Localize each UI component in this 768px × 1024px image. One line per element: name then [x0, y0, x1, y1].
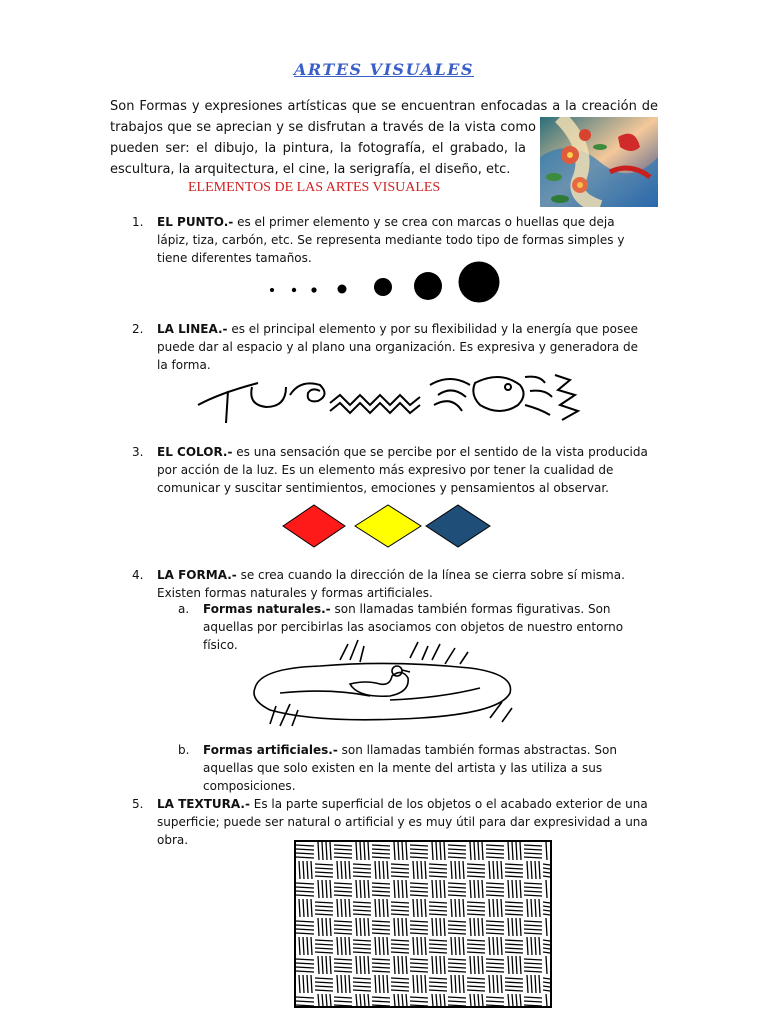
duck-pond-illustration [240, 638, 530, 734]
intro-line: Son Formas y expresiones artísticas que se encuentran enfocadas a la creación de [110, 99, 658, 114]
intro-line: escultura, la arquitectura, el cine, la serigrafía, el diseño, etc. [110, 162, 511, 177]
item-text: se crea cuando la dirección de la línea se cierra sobre sí misma. Existen formas naturales y formas artificiales. [157, 568, 625, 600]
sub-item-artificiales [178, 741, 648, 795]
item-term: EL PUNTO.- [157, 215, 234, 229]
item-term: LA FORMA.- [157, 568, 237, 582]
dots-illustration [265, 260, 505, 305]
artwork-image [540, 117, 658, 207]
sub-item-term: Formas naturales.- [203, 602, 331, 616]
sub-item-letter: b. [178, 743, 190, 757]
list-item-forma [132, 566, 650, 602]
item-text: es el primer elemento y se crea con marcas o huellas que deja lápiz, tiza, carbón, etc. Se representa mediante todo tipo de formas simples y tiene diferentes tamaños. [157, 215, 625, 265]
list-item-color [132, 443, 650, 497]
item-number: 5. [132, 797, 144, 811]
item-term: LA TEXTURA.- [157, 797, 250, 811]
section-subtitle: ELEMENTOS DE LAS ARTES VISUALES [188, 180, 441, 195]
item-number: 1. [132, 215, 144, 229]
item-number: 4. [132, 568, 144, 582]
sub-item-text: son llamadas también formas abstractas. Son aquellas que solo existen en la mente del artista y las utiliza a sus composiciones. [203, 743, 617, 793]
item-term: EL COLOR.- [157, 445, 233, 459]
list-item-punto [132, 213, 642, 267]
item-text: Es la parte superficial de los objetos o el acabado exterior de una superficie; puede ser natural o artificial y es muy útil para dar expresividad a una obra. [157, 797, 648, 847]
lines-illustration [190, 365, 590, 430]
sub-item-term: Formas artificiales.- [203, 743, 338, 757]
page-title: ARTES VISUALES [294, 60, 474, 79]
item-number: 2. [132, 322, 144, 336]
item-text: es el principal elemento y por su flexibilidad y la energía que posee puede dar al espacio y al plano una organización. Es expresiva y generadora de la forma. [157, 322, 639, 372]
item-term: LA LINEA.- [157, 322, 228, 336]
intro-line: pueden ser: el dibujo, la pintura, la fotografía, el grabado, la [110, 141, 526, 156]
sub-item-letter: a. [178, 602, 190, 616]
intro-line: trabajos que se aprecian y se disfrutan a través de la vista como [110, 120, 536, 135]
texture-illustration [294, 840, 554, 1010]
item-text: es una sensación que se percibe por el sentido de la vista producida por acción de la luz. Es un elemento más expresivo por tener la cualidad de comunicar y suscitar sentimientos, emociones y pensamientos al observar. [157, 445, 648, 495]
item-number: 3. [132, 445, 144, 459]
sub-item-text: son llamadas también formas figurativas. Son aquellas por percibirlas las asociamos con objetos de nuestro entorno físico. [203, 602, 624, 652]
color-diamonds [280, 502, 492, 550]
